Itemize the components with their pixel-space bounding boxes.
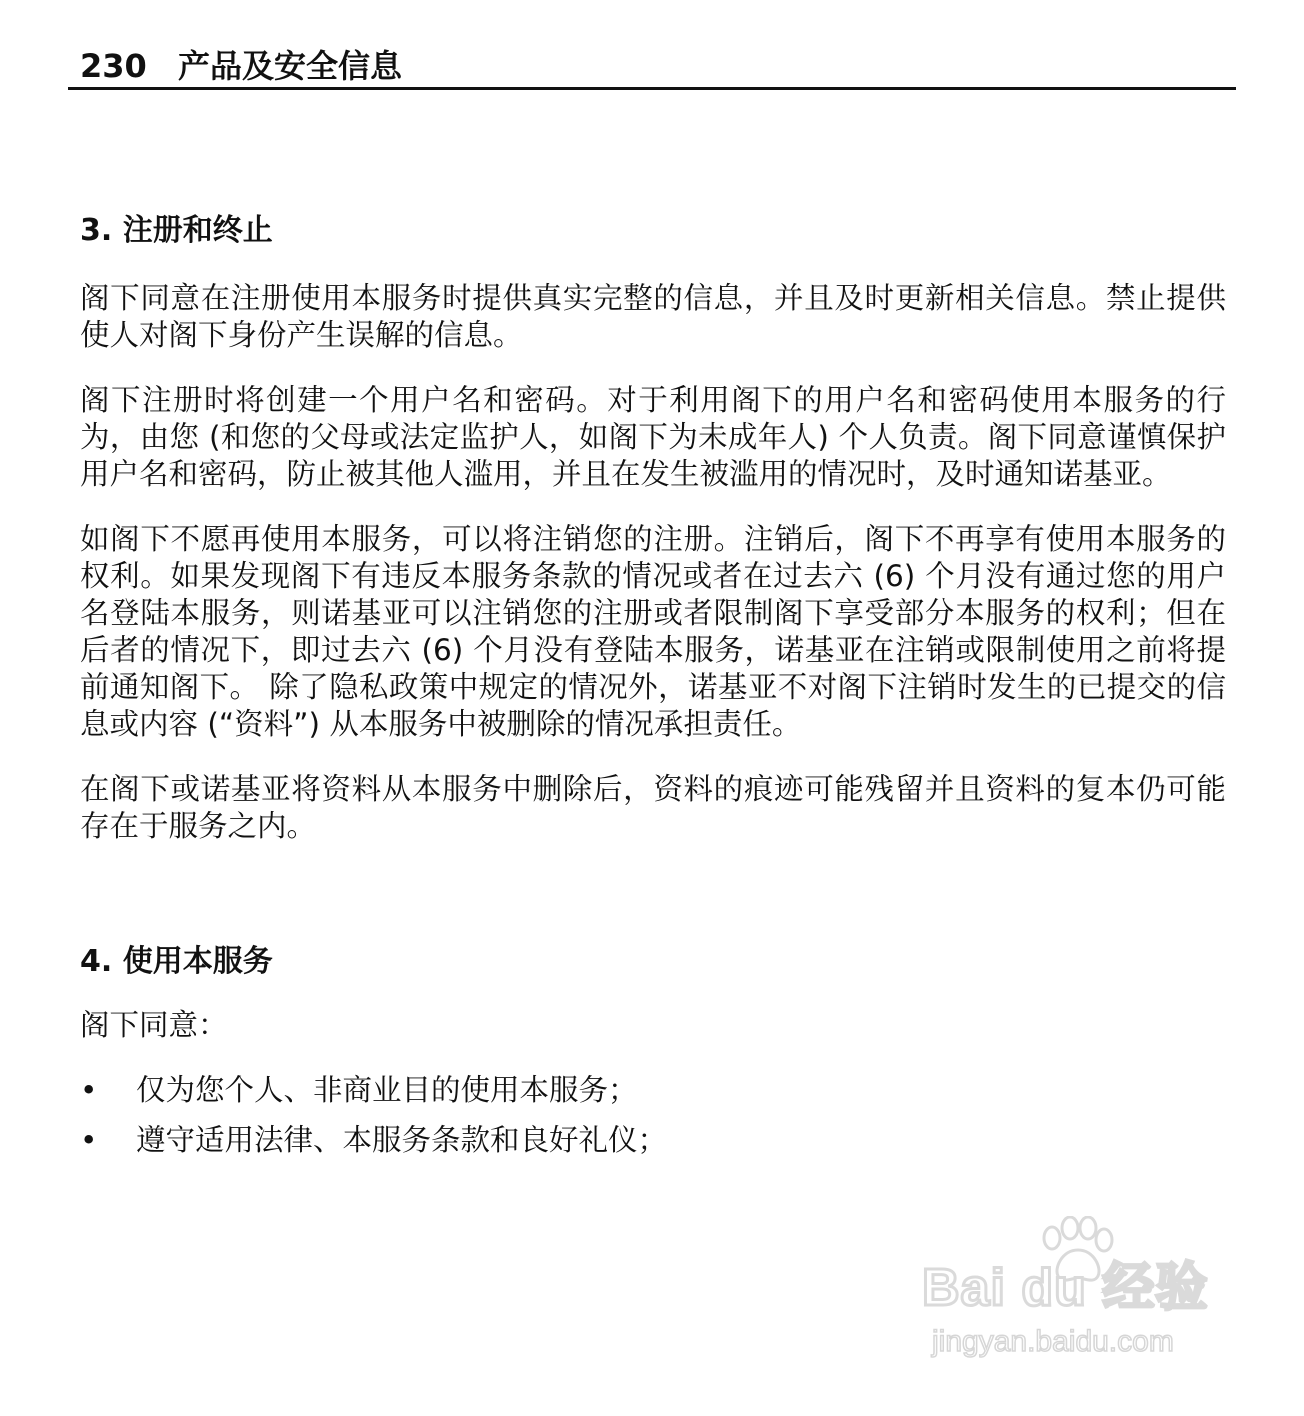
section-use-of-service (80, 941, 1226, 1159)
bullet-icon: • (80, 1073, 98, 1107)
section-4-title: 4. 使用本服务 (80, 944, 273, 979)
page-title: 产品及安全信息 (177, 47, 402, 85)
list-item-text: 仅为您个人、非商业目的使用本服务； (136, 1073, 638, 1107)
list-item (80, 1072, 1226, 1109)
watermark-url: jingyan.baidu.com (932, 1325, 1174, 1358)
page-number: 230 (80, 47, 147, 85)
watermark-logo-text: Bai du 经验 (922, 1259, 1209, 1317)
list-item (80, 1122, 1226, 1159)
page-header (80, 44, 402, 88)
list-item-text: 遵守适用法律、本服务条款和良好礼仪； (136, 1123, 668, 1157)
section-registration-termination (80, 210, 1226, 845)
section-4-intro: 阁下同意： (80, 1008, 228, 1042)
bullet-icon: • (80, 1123, 98, 1157)
section-3-paragraph: 如阁下不愿再使用本服务，可以将注销您的注册。注销后，阁下不再享有使用本服务的权利。如果发现阁下有违反本服务条款的情况或者在过去六 (6) 个月没有通过您的用户名登陆本服务，则诺基亚可以注销您的注册或者限制阁下享受部分本服务的权利；但在后者的情况下，即过去六 (6) 个月没有登陆本服务，诺基亚在注销或限制使用之前将提前通知阁下。 除了隐私政策中规定的情况外，诺基亚不对阁下注销时发生的已提交的信息或内容 (“资料”) 从本服务中被删除的情况承担责任。 (80, 522, 1226, 741)
section-3-title: 3. 注册和终止 (80, 213, 273, 248)
baidu-jingyan-watermark (922, 1216, 1232, 1366)
agreement-list (80, 1072, 1226, 1159)
section-3-paragraph: 阁下同意在注册使用本服务时提供真实完整的信息，并且及时更新相关信息。禁止提供使人对阁下身份产生误解的信息。 (80, 281, 1226, 352)
section-3-paragraph: 阁下注册时将创建一个用户名和密码。对于利用阁下的用户名和密码使用本服务的行为，由您 (和您的父母或法定监护人，如阁下为未成年人) 个人负责。阁下同意谨慎保护用户名和密码，防止被其他人滥用，并且在发生被滥用的情况时，及时通知诺基亚。 (80, 383, 1226, 491)
header-divider (68, 87, 1236, 90)
document-body (80, 210, 1226, 1172)
section-3-paragraph: 在阁下或诺基亚将资料从本服务中删除后，资料的痕迹可能残留并且资料的复本仍可能存在于服务之内。 (80, 772, 1226, 843)
